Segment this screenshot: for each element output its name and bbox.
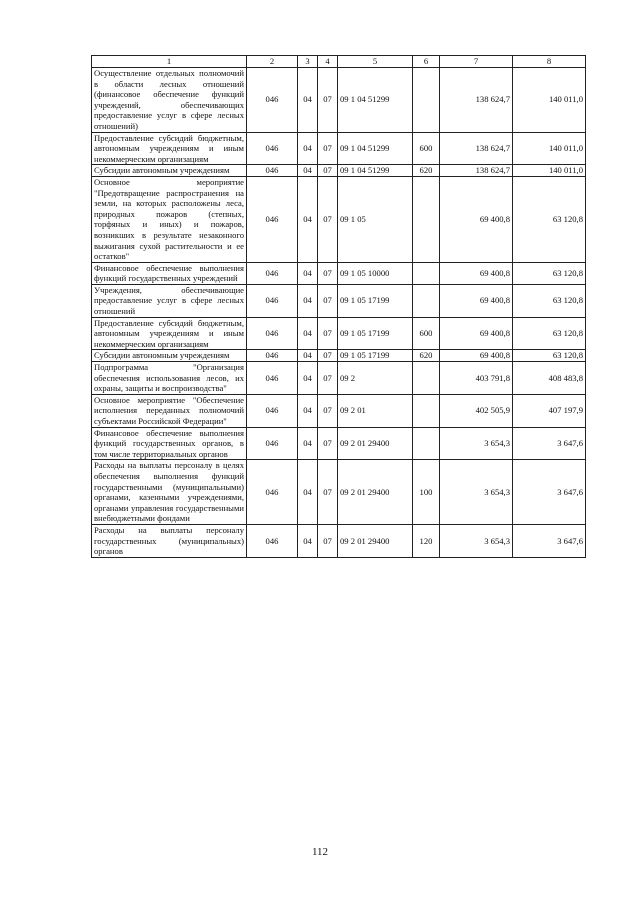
expense-description: Предоставление субсидий бюджетным, автономным учреждениям и иным некоммерческим организациям <box>92 317 247 350</box>
section-code: 04 <box>298 350 318 362</box>
ministry-code: 046 <box>247 165 298 177</box>
amount-col-7: 138 624,7 <box>440 165 513 177</box>
target-article-code: 09 2 01 29400 <box>338 460 413 525</box>
section-code: 04 <box>298 362 318 395</box>
budget-table <box>91 55 586 558</box>
column-header: 4 <box>318 56 338 68</box>
subsection-code: 07 <box>318 460 338 525</box>
amount-col-8: 63 120,8 <box>513 284 586 317</box>
amount-col-8: 3 647,6 <box>513 460 586 525</box>
section-code: 04 <box>298 427 318 460</box>
expense-type-code <box>413 68 440 133</box>
subsection-code: 07 <box>318 362 338 395</box>
expense-description: Финансовое обеспечение выполнения функций государственных органов, в том числе территориальных органов <box>92 427 247 460</box>
expense-description: Основное мероприятие "Предотвращение распространения на земли, на которых расположены леса, природных пожаров (степных, торфяных и иных) и пожаров, возникших в результате незаконного выжигания сухой растительности и ее остатков" <box>92 176 247 262</box>
ministry-code: 046 <box>247 460 298 525</box>
amount-col-8: 63 120,8 <box>513 262 586 284</box>
section-code: 04 <box>298 165 318 177</box>
section-code: 04 <box>298 262 318 284</box>
amount-col-7: 403 791,8 <box>440 362 513 395</box>
subsection-code: 07 <box>318 524 338 557</box>
table-row <box>92 460 586 525</box>
target-article-code: 09 1 05 <box>338 176 413 262</box>
column-header: 2 <box>247 56 298 68</box>
amount-col-7: 69 400,8 <box>440 284 513 317</box>
amount-col-8: 140 011,0 <box>513 68 586 133</box>
section-code: 04 <box>298 524 318 557</box>
amount-col-8: 63 120,8 <box>513 176 586 262</box>
amount-col-8: 140 011,0 <box>513 132 586 165</box>
section-code: 04 <box>298 68 318 133</box>
target-article-code: 09 1 04 51299 <box>338 68 413 133</box>
target-article-code: 09 2 01 <box>338 394 413 427</box>
table-row <box>92 317 586 350</box>
section-code: 04 <box>298 176 318 262</box>
page-number: 112 <box>311 846 329 858</box>
expense-description: Осуществление отдельных полномочий в области лесных отношений (финансовое обеспечение функций учреждений, обеспечивающих предоставление услуг в сфере лесных отношений) <box>92 68 247 133</box>
amount-col-8: 63 120,8 <box>513 350 586 362</box>
ministry-code: 046 <box>247 350 298 362</box>
target-article-code: 09 1 05 10000 <box>338 262 413 284</box>
section-code: 04 <box>298 132 318 165</box>
amount-col-8: 63 120,8 <box>513 317 586 350</box>
expense-type-code: 120 <box>413 524 440 557</box>
expense-description: Субсидии автономным учреждениям <box>92 350 247 362</box>
amount-col-7: 69 400,8 <box>440 262 513 284</box>
subsection-code: 07 <box>318 132 338 165</box>
expense-description: Финансовое обеспечение выполнения функций государственных учреждений <box>92 262 247 284</box>
expense-type-code <box>413 176 440 262</box>
ministry-code: 046 <box>247 524 298 557</box>
column-header: 3 <box>298 56 318 68</box>
expense-description: Учреждения, обеспечивающие предоставление услуг в сфере лесных отношений <box>92 284 247 317</box>
table-row <box>92 68 586 133</box>
ministry-code: 046 <box>247 132 298 165</box>
table-row <box>92 362 586 395</box>
table-row <box>92 262 586 284</box>
subsection-code: 07 <box>318 350 338 362</box>
table-row <box>92 350 586 362</box>
ministry-code: 046 <box>247 68 298 133</box>
subsection-code: 07 <box>318 284 338 317</box>
amount-col-7: 3 654,3 <box>440 460 513 525</box>
table-row <box>92 176 586 262</box>
column-header: 1 <box>92 56 247 68</box>
expense-type-code <box>413 262 440 284</box>
table-row <box>92 284 586 317</box>
target-article-code: 09 2 <box>338 362 413 395</box>
subsection-code: 07 <box>318 176 338 262</box>
column-header: 7 <box>440 56 513 68</box>
expense-type-code: 620 <box>413 350 440 362</box>
target-article-code: 09 1 05 17199 <box>338 350 413 362</box>
subsection-code: 07 <box>318 262 338 284</box>
target-article-code: 09 1 05 17199 <box>338 284 413 317</box>
target-article-code: 09 1 04 51299 <box>338 165 413 177</box>
expense-type-code <box>413 427 440 460</box>
expense-description: Подпрограмма "Организация обеспечения использования лесов, их охраны, защиты и воспроизводства" <box>92 362 247 395</box>
table-row <box>92 132 586 165</box>
section-code: 04 <box>298 284 318 317</box>
expense-type-code: 600 <box>413 132 440 165</box>
amount-col-8: 140 011,0 <box>513 165 586 177</box>
subsection-code: 07 <box>318 427 338 460</box>
amount-col-7: 69 400,8 <box>440 317 513 350</box>
target-article-code: 09 1 05 17199 <box>338 317 413 350</box>
ministry-code: 046 <box>247 427 298 460</box>
amount-col-7: 69 400,8 <box>440 350 513 362</box>
subsection-code: 07 <box>318 394 338 427</box>
section-code: 04 <box>298 460 318 525</box>
amount-col-7: 69 400,8 <box>440 176 513 262</box>
ministry-code: 046 <box>247 317 298 350</box>
ministry-code: 046 <box>247 394 298 427</box>
expense-description: Основное мероприятие "Обеспечение исполнения переданных полномочий субъектами Российской Федерации" <box>92 394 247 427</box>
expense-description: Субсидии автономным учреждениям <box>92 165 247 177</box>
target-article-code: 09 2 01 29400 <box>338 524 413 557</box>
table-row <box>92 524 586 557</box>
column-header: 8 <box>513 56 586 68</box>
header-row <box>92 56 586 68</box>
subsection-code: 07 <box>318 317 338 350</box>
expense-description: Расходы на выплаты персоналу государственных (муниципальных) органов <box>92 524 247 557</box>
subsection-code: 07 <box>318 165 338 177</box>
amount-col-8: 3 647,6 <box>513 427 586 460</box>
expense-type-code <box>413 394 440 427</box>
ministry-code: 046 <box>247 362 298 395</box>
expense-type-code <box>413 362 440 395</box>
ministry-code: 046 <box>247 284 298 317</box>
amount-col-7: 138 624,7 <box>440 68 513 133</box>
section-code: 04 <box>298 394 318 427</box>
amount-col-7: 3 654,3 <box>440 524 513 557</box>
expense-type-code: 620 <box>413 165 440 177</box>
column-header: 5 <box>338 56 413 68</box>
expense-type-code: 600 <box>413 317 440 350</box>
amount-col-7: 138 624,7 <box>440 132 513 165</box>
target-article-code: 09 1 04 51299 <box>338 132 413 165</box>
amount-col-7: 3 654,3 <box>440 427 513 460</box>
ministry-code: 046 <box>247 176 298 262</box>
amount-col-8: 408 483,8 <box>513 362 586 395</box>
amount-col-8: 407 197,9 <box>513 394 586 427</box>
expense-description: Расходы на выплаты персоналу в целях обеспечения выполнения функций государственными (муниципальными) органами, казенными учреждениями, органами управления государственными внебюджетными фондами <box>92 460 247 525</box>
expense-type-code <box>413 284 440 317</box>
table-row <box>92 165 586 177</box>
table-row <box>92 427 586 460</box>
expense-type-code: 100 <box>413 460 440 525</box>
table-row <box>92 394 586 427</box>
target-article-code: 09 2 01 29400 <box>338 427 413 460</box>
ministry-code: 046 <box>247 262 298 284</box>
section-code: 04 <box>298 317 318 350</box>
amount-col-8: 3 647,6 <box>513 524 586 557</box>
subsection-code: 07 <box>318 68 338 133</box>
expense-description: Предоставление субсидий бюджетным, автономным учреждениям и иным некоммерческим организациям <box>92 132 247 165</box>
column-header: 6 <box>413 56 440 68</box>
amount-col-7: 402 505,9 <box>440 394 513 427</box>
